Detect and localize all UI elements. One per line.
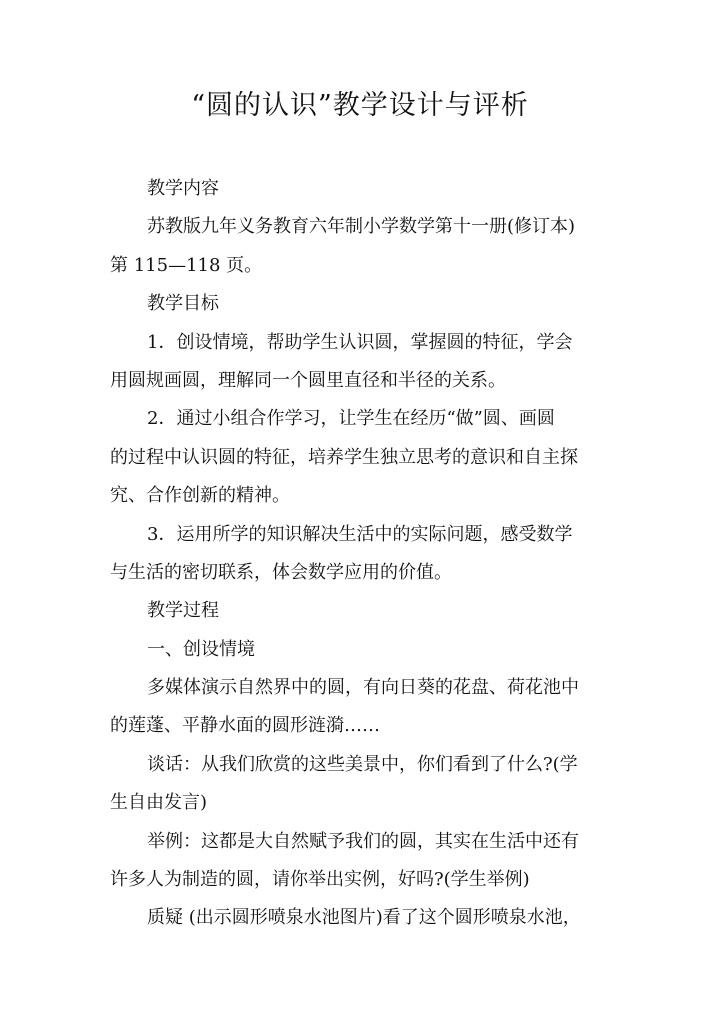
document-title: “圆的认识”教学设计与评析 <box>191 90 529 121</box>
paragraph-line: 1．创设情境，帮助学生认识圆，掌握圆的特征，学会 <box>147 331 573 353</box>
paragraph-line: 的莲蓬、平静水面的圆形涟漪…… <box>110 715 380 737</box>
paragraph-line: 2．通过小组合作学习，让学生在经历“做”圆、画圆 <box>147 408 555 430</box>
paragraph-line: 一、创设情境 <box>147 638 255 660</box>
paragraph-line: 与生活的密切联系，体会数学应用的价值。 <box>110 561 452 583</box>
paragraph-line: 许多人为制造的圆，请你举出实例，好吗?(学生举例) <box>110 869 530 891</box>
paragraph-line: 用圆规画圆，理解同一个圆里直径和半径的关系。 <box>110 369 506 391</box>
paragraph-line: 谈话：从我们欣赏的这些美景中，你们看到了什么?(学 <box>147 753 578 775</box>
paragraph-line: 质疑 (出示圆形喷泉水池图片)看了这个圆形喷泉水池， <box>147 907 581 929</box>
paragraph-line: 第 115—118 页。 <box>110 254 263 276</box>
paragraph-line: 教学目标 <box>147 293 219 315</box>
paragraph-line: 究、合作创新的精神。 <box>110 485 290 507</box>
paragraph-line: 多媒体演示自然界中的圆，有向日葵的花盘、荷花池中 <box>147 677 579 699</box>
document-body <box>110 170 615 938</box>
paragraph-line: 教学内容 <box>147 178 219 199</box>
paragraph-line: 生自由发言) <box>110 792 208 814</box>
paragraph-line: 苏教版九年义务教育六年制小学数学第十一册(修订本) <box>147 216 576 238</box>
paragraph-line: 教学过程 <box>147 600 219 622</box>
paragraph-line: 举例：这都是大自然赋予我们的圆，其实在生活中还有 <box>147 830 579 852</box>
paragraph-line: 的过程中认识圆的特征，培养学生独立思考的意识和自主探 <box>110 446 578 468</box>
paragraph-line: 3．运用所学的知识解决生活中的实际问题，感受数学 <box>147 523 573 545</box>
